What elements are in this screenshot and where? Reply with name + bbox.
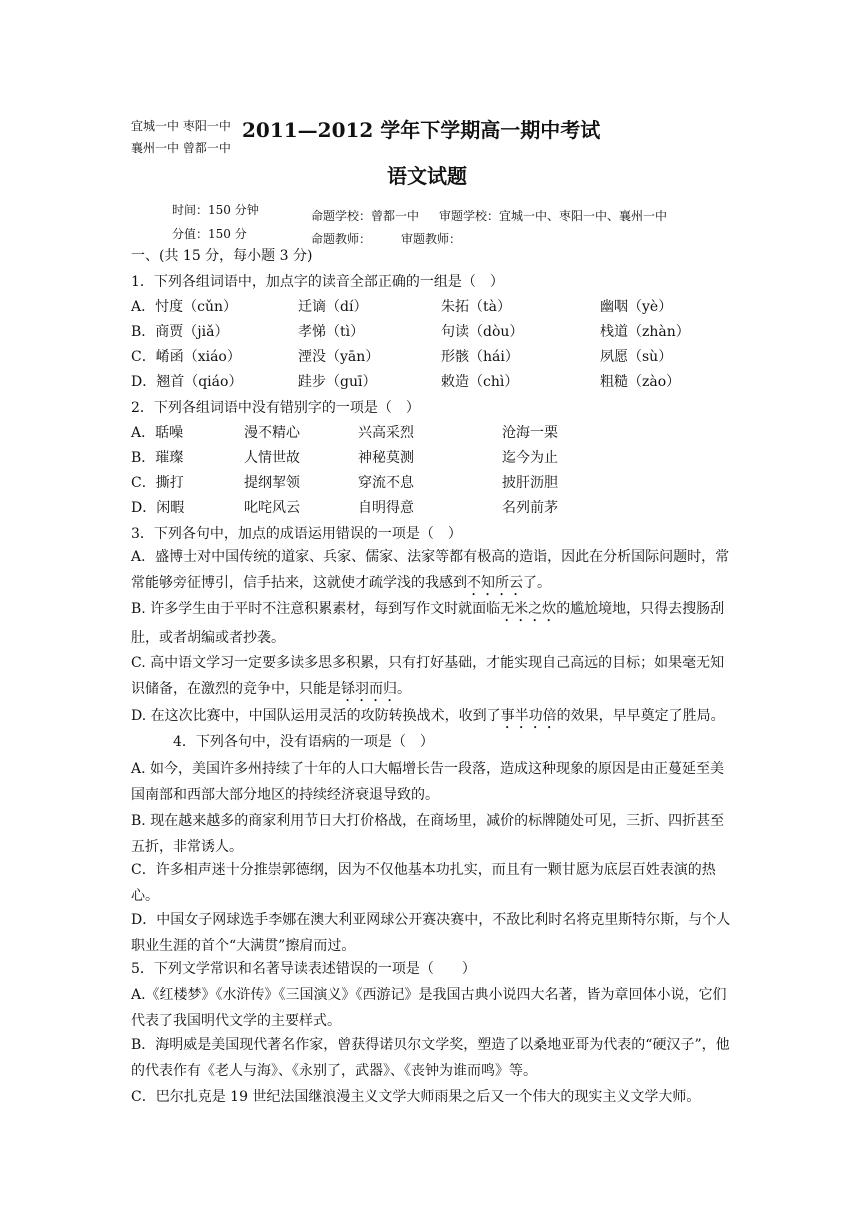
q5-option-c: C．巴尔扎克是 19 世纪法国继浪漫主义文学大师雨果之后又一个伟大的现实主义文学大师。 xyxy=(131,1089,701,1105)
q1-b-opt3: 句读（dòu） xyxy=(441,324,524,340)
score-info: 分值：150 分 xyxy=(172,227,247,241)
q1-c-opt3: 形骸（hái） xyxy=(441,349,519,365)
q3-b-idiom: 无米之炊 xyxy=(500,601,557,617)
q1-a-opt4: 幽咽（yè） xyxy=(600,299,673,315)
q2-c-opt2: 提纲挈领 xyxy=(244,475,300,491)
q2-b-opt4: 迄今为止 xyxy=(502,450,558,466)
q4-option-a: A. 如今，美国许多州持续了十年的人口大幅增长告一段落，造成这种现象的原因是由正蔓延至美国南部和西部大部分地区的持续经济衰退导致的。 xyxy=(131,761,725,803)
q2-d-opt3: 自明得意 xyxy=(358,500,414,516)
q3-a-end: 了。 xyxy=(523,575,551,591)
question-3-stem: 3．下列各句中，加点的成语运用错误的一项是（ ） xyxy=(131,526,462,542)
q1-d-opt2: 跬步（guī） xyxy=(298,374,377,390)
q3-c-end: 。 xyxy=(397,681,411,697)
q2-d-opt4: 名列前茅 xyxy=(502,500,558,516)
q1-d-opt4: 粗糙（zào） xyxy=(600,374,681,390)
q2-a-opt1: A．聒噪 xyxy=(131,425,184,441)
question-5-stem: 5．下列文学常识和名著导读表述错误的一项是（ ） xyxy=(131,961,476,977)
q2-a-opt4: 沧海一栗 xyxy=(502,425,558,441)
q2-b-opt1: B．璀璨 xyxy=(131,450,184,466)
q1-b-opt2: 孝悌（tì） xyxy=(298,324,365,340)
q3-option-b xyxy=(131,596,731,651)
q3-c-text: C. 高中语文学习一定要多读多思多积累，只有打好基础，才能实现自己高远的目标；如果毫无知识储备，在激烈的竞争中，只能是 xyxy=(131,655,725,697)
q1-b-opt1: B．商贾（jiǎ） xyxy=(131,324,229,340)
q3-d-idiom: 事半功倍 xyxy=(500,708,557,724)
q3-d-text: D. 在这次比赛中，中国队运用灵活的攻防转换战术，收到了 xyxy=(131,708,501,724)
q3-b-text: B. 许多学生由于平时不注意积累素材，每到写作文时就面临 xyxy=(131,601,501,617)
question-1-stem: 1．下列各组词语中，加点字的读音全部正确的一组是（ ） xyxy=(131,274,504,290)
q3-a-text: A．盛博士对中国传统的道家、兵家、儒家、法家等都有极高的造诣，因此在分析国际问题时，常常能够旁征博引，信手拈来，这就使才疏学浅的我感到 xyxy=(131,549,730,591)
section-heading: 一、(共 15 分，每小题 3 分) xyxy=(131,248,313,264)
q3-option-c xyxy=(131,650,731,705)
q3-option-a xyxy=(131,544,731,599)
q5-option-a: A.《红楼梦》《水浒传》《三国演义》《西游记》是我国古典小说四大名著，皆为章回体小说，它们代表了我国明代文学的主要样式。 xyxy=(131,987,727,1029)
q1-a-opt3: 朱拓（tà） xyxy=(441,299,511,315)
q2-a-opt2: 漫不精心 xyxy=(244,425,300,441)
q3-d-end: 的效果，早早奠定了胜局。 xyxy=(556,708,725,724)
setter-teacher: 命题教师： xyxy=(311,232,372,246)
q1-c-opt1: C．崤函（xiáo） xyxy=(131,349,241,365)
q2-c-opt3: 穿流不息 xyxy=(358,475,414,491)
review-teacher: 审题教师： xyxy=(401,232,462,246)
q2-d-opt2: 叱咤风云 xyxy=(244,500,300,516)
time-info: 时间：150 分钟 xyxy=(172,203,259,217)
q3-b-end: 的尴尬境地，只得去搜肠刮肚，或者胡编或者抄袭。 xyxy=(131,601,725,646)
q1-b-opt4: 栈道（zhàn） xyxy=(600,324,690,340)
question-2-stem: 2．下列各组词语中没有错别字的一项是（ ） xyxy=(131,400,420,416)
q1-a-opt1: A．忖度（cǔn） xyxy=(131,299,237,315)
q1-c-opt2: 湮没（yān） xyxy=(298,349,380,365)
schools-line-1: 宜城一中 枣阳一中 xyxy=(131,119,231,133)
q3-a-idiom: 不知所云 xyxy=(467,575,523,591)
schools-line-2: 襄州一中 曾都一中 xyxy=(131,141,231,155)
q2-b-opt3: 神秘莫测 xyxy=(358,450,414,466)
q1-d-opt1: D．翘首（qiáo） xyxy=(131,374,243,390)
q2-c-opt4: 披肝沥胆 xyxy=(502,475,558,491)
q4-option-c: C．许多相声迷十分推崇郭德纲，因为不仅他基本功扎实，而且有一颗甘愿为底层百姓表演的热心。 xyxy=(131,862,716,904)
q3-c-idiom: 铩羽而归 xyxy=(341,681,397,697)
q2-b-opt2: 人情世故 xyxy=(244,450,300,466)
q4-option-b: B. 现在越来越多的商家利用节日大打价格战，在商场里，减价的标牌随处可见，三折、四折甚至五折，非常诱人。 xyxy=(131,813,725,855)
q3-option-d xyxy=(131,703,731,732)
question-4-stem: 4．下列各句中，没有语病的一项是（ ） xyxy=(173,734,434,750)
q4-option-d: D．中国女子网球选手李娜在澳大利亚网球公开赛决赛中，不敌比利时名将克里斯特尔斯，与个人职业生涯的首个“大满贯”擦肩而过。 xyxy=(131,912,731,954)
exam-subtitle: 语文试题 xyxy=(387,164,467,188)
q2-a-opt3: 兴高采烈 xyxy=(358,425,414,441)
setter-school: 命题学校：曾都一中 xyxy=(311,209,420,223)
review-school: 审题学校：宜城一中、枣阳一中、襄州一中 xyxy=(439,209,668,223)
q2-d-opt1: D．闲暇 xyxy=(131,500,185,516)
q1-d-opt3: 敕造（chì） xyxy=(441,374,519,390)
q5-option-b: B．海明威是美国现代著名作家，曾获得诺贝尔文学奖，塑造了以桑地亚哥为代表的“硬汉子”，他的代表作有《老人与海》、《永别了，武器》、《丧钟为谁而鸣》等。 xyxy=(131,1037,730,1079)
q2-c-opt1: C．撕打 xyxy=(131,475,184,491)
q1-a-opt2: 迁谪（dí） xyxy=(298,299,368,315)
q1-c-opt4: 夙愿（sù） xyxy=(600,349,673,365)
exam-title: 2011—2012 学年下学期高一期中考试 xyxy=(242,118,601,142)
